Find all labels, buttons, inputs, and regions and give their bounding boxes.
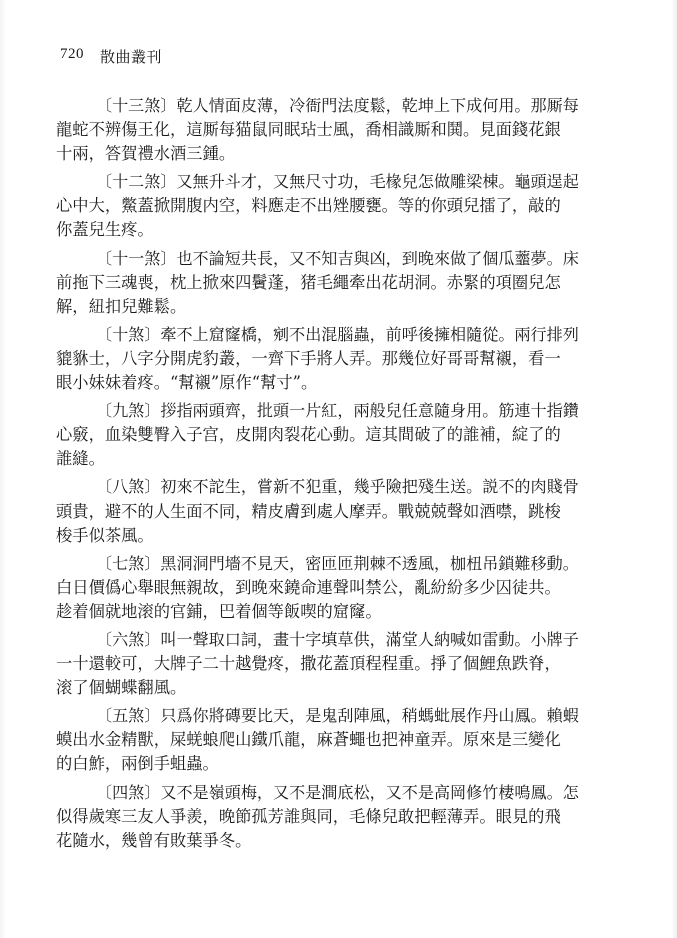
text-line: 你蓋兒生疼。: [56, 220, 154, 240]
paragraph-shi-sha: [56, 323, 599, 395]
text-line: 滚了個蝴蝶翻風。: [56, 678, 187, 698]
page-number: 720: [60, 46, 84, 62]
text-line: 〔十二煞〕又無升斗才，又無尺寸功，毛椽兒怎做雕梁棟。龜頭逞起: [96, 172, 579, 192]
paragraph-jiu-sha: [56, 399, 599, 471]
text-line: 〔五煞〕只爲你將磚要比天，是鬼刮陣風，稍螞蚍展作丹山鳳。賴蝦: [96, 706, 579, 726]
running-head-title: 散曲叢刊: [100, 48, 163, 66]
text-line: 〔十三煞〕乾人情面皮薄，冷衙門法度鬆，乾坤上下成何用。那厮每: [96, 96, 579, 115]
text-line: 十兩，答賀禮水酒三鍾。: [56, 144, 236, 164]
text-line: 〔十煞〕牽不上窟窿橋，剜不出混腦蟲，前呼後擁相隨從。兩行排列: [96, 324, 579, 344]
paragraph-shi-yi-sha: [56, 247, 599, 319]
text-line: 梭手似茶風。: [56, 525, 154, 545]
text-line: 〔九煞〕拶指兩頭齊，批頭一片紅，兩般兒任意隨身用。筋連十指鑽: [96, 401, 579, 421]
text-line: 似得歲寒三友人爭羨，晚節孤芳誰與同，毛條兒敢把輕薄弄。眼見的飛: [56, 806, 561, 826]
paragraph-shi-san-sha: [56, 94, 599, 166]
text-line: 貔貅士，八字分開虎豹叢，一齊下手將人弄。那幾位好哥哥幫襯，看一: [56, 348, 561, 368]
text-line: 一十還較可，大牌子二十越覺疼，撒花蓋頂程程重。掙了個鯉魚跌脊，: [56, 654, 561, 674]
paragraph-qi-sha: [56, 552, 599, 624]
text-line: 解，紐扣兒難鬆。: [56, 296, 187, 316]
text-line: 趁着個就地滚的官鋪，巴着個等飯喫的窟窿。: [56, 601, 382, 621]
text-line: 〔四煞〕又不是嶺頭梅，又不是澗底松，又不是高岡修竹棲鳴鳳。怎: [96, 782, 579, 802]
text-line: 〔八煞〕初來不詑生，嘗新不犯重，幾乎險把殘生送。説不的肉賤骨: [96, 477, 579, 497]
text-line: 〔六煞〕叫一聲取口詞，畫十字填草供，滿堂人納喊如雷動。小牌子: [96, 629, 579, 649]
paragraph-liu-sha: [56, 628, 599, 700]
text-line: 的白鮓，兩倒手蛆蟲。: [56, 754, 219, 774]
paragraph-shi-er-sha: [56, 170, 599, 242]
text-line: 白日價僞心舉眼無親故，到晚來鐃命連聲叫禁公，亂紛紛多少囚徒共。: [56, 577, 561, 597]
paragraph-si-sha: [56, 781, 599, 853]
text-line: 龍蛇不辨傷王化，這厮每猫鼠同眠玷士風，喬相識厮和鬨。見面錢花銀: [56, 120, 561, 140]
page-header: [60, 46, 162, 67]
paragraph-wu-sha: [56, 704, 599, 776]
text-line: 〔七煞〕黑洞洞門墻不見天，密匝匝荆棘不透風，枷杻吊鎖難移動。: [96, 553, 579, 573]
text-line: 〔十一煞〕也不論短共長，又不知吉與凶，到晚來做了個瓜虀夢。床: [96, 248, 579, 268]
text-body: [56, 94, 599, 853]
text-line: 心竅，血染雙臀入子宫，皮開肉裂花心動。這其間破了的誰補，綻了的: [56, 425, 561, 445]
paragraph-ba-sha: [56, 475, 599, 547]
text-line: 頭貴，避不的人生面不同，精皮膚到處人摩弄。戰兢兢聲如酒噤，跳梭: [56, 501, 561, 521]
text-line: 前拖下三魂喪，枕上掀來四鬢蓬，猪毛繩牽出花胡洞。赤緊的項圈兒怎: [56, 272, 561, 292]
text-line: 誰縫。: [56, 449, 105, 469]
text-line: 蟆出水金精獸，屎蜣蜋爬山鐵爪龍，麻蒼蠅也把神童弄。原來是三變化: [56, 730, 561, 750]
text-line: 心中大，鱉蓋掀開腹内空，料應走不出矬腰甕。等的你頭兒擂了，敲的: [56, 196, 561, 216]
text-line: 眼小妹妹着疼。“幫襯”原作“幫寸”。: [56, 373, 318, 393]
text-line: 花隨水，幾曾有敗葉爭冬。: [56, 830, 252, 850]
